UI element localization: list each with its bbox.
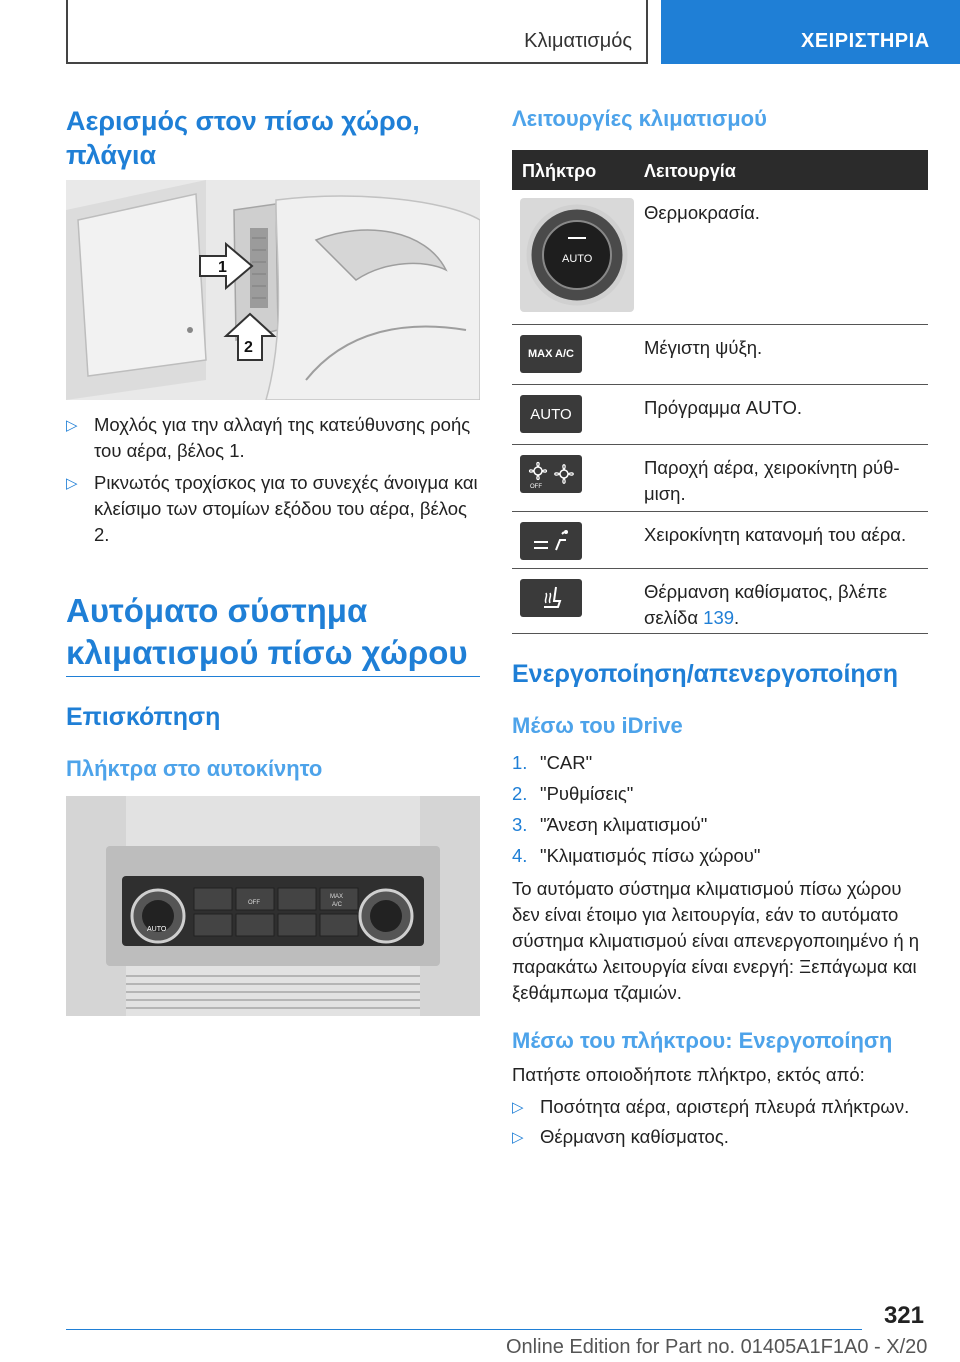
table-row <box>512 512 928 569</box>
triangle-bullet-icon: ▷ <box>66 475 78 492</box>
row-description: Χειροκίνητη κατανομή του αέρα. <box>644 524 907 545</box>
step-item: 4. "Κλιματισμός πίσω χώρου" <box>512 845 761 866</box>
panel-off-label: OFF <box>248 900 260 906</box>
seat-heating-button-icon <box>520 579 582 617</box>
header-frame <box>66 0 648 64</box>
svg-text:AUTO: AUTO <box>562 253 593 265</box>
table-row <box>512 569 928 634</box>
key-bullet-2: ▷ Θέρμανση καθίσματος. <box>512 1124 928 1150</box>
step-item: 3. "Άνεση κλιματισμού" <box>512 814 708 835</box>
step-item: 1. "CAR" <box>512 752 593 773</box>
row-description: Μέγιστη ψύξη. <box>644 337 763 358</box>
table-row <box>512 385 928 445</box>
svg-text:OFF: OFF <box>530 484 542 490</box>
panel-ac-label: A/C <box>332 902 343 908</box>
footer-rule <box>66 1329 862 1330</box>
callout-label-2: 2 <box>244 339 253 356</box>
side-vent-illustration <box>66 180 480 400</box>
table-row <box>512 445 928 512</box>
triangle-bullet-icon: ▷ <box>66 417 78 434</box>
callout-label-1: 1 <box>218 259 227 276</box>
fan-off-button-icon <box>520 455 582 493</box>
side-vent-heading: Αερισμός στον πίσω χώρο, πλάγια <box>66 106 420 170</box>
footer-edition: Online Edition for Part no. 01405A1F1A0 - X/20 <box>506 1336 928 1358</box>
auto-climate-heading: Αυτόματο σύστημα κλιματισμού πίσω χώρου <box>66 592 468 671</box>
table-row <box>512 325 928 385</box>
key-activation-heading: Μέσω του πλήκτρου: Ενεργοποίηση <box>512 1028 893 1053</box>
temperature-dial-icon <box>520 198 634 312</box>
control-panel-figure <box>66 796 480 1016</box>
col-function-header: Λειτουργία <box>644 161 736 181</box>
section-title: Κλιματισμός <box>524 30 632 52</box>
table-row <box>512 190 928 325</box>
row-description: Παροχή αέρα, χειροκίνητη ρύθ-μιση. <box>644 457 900 504</box>
row-description: Πρόγραμμα AUTO. <box>644 397 802 418</box>
functions-table <box>512 150 928 634</box>
chapter-badge-label: ΧΕΙΡΙΣΤΗΡΙΑ <box>801 30 930 52</box>
table-header-row <box>512 150 928 190</box>
row-description: Θερμοκρασία. <box>644 202 760 223</box>
idrive-heading: Μέσω του iDrive <box>512 713 683 738</box>
functions-heading: Λειτουργίες κλιματισμού <box>512 106 767 131</box>
section-rule <box>66 676 480 677</box>
side-vent-bullet-1: ▷ Μοχλός για την αλλαγή της κατεύθυνσης ροής του αέρα, βέλος 1. <box>66 414 471 461</box>
step-item: 2. "Ρυθμίσεις" <box>512 783 634 804</box>
col-key-header: Πλήκτρο <box>522 161 597 181</box>
key-activation-text: Πατήστε οποιοδήποτε πλήκτρο, εκτός από: <box>512 1064 865 1085</box>
page-number: 321 <box>883 1302 924 1329</box>
panel-auto-label: AUTO <box>147 926 167 933</box>
side-vent-bullet-2: ▷ Ρικνωτός τροχίσκος για το συνεχές άνοιγμα και κλείσιμο των στομίων εξόδου του αέρα, βέλος 2. <box>66 472 478 545</box>
panel-max-label: MAX <box>330 894 344 900</box>
rear-control-panel-illustration <box>66 796 480 1016</box>
row-description: Θέρμανση καθίσματος, βλέπε σελίδα 139. <box>644 581 888 628</box>
activation-heading: Ενεργοποίηση/απενεργοποίηση <box>512 660 899 688</box>
buttons-heading: Πλήκτρα στο αυτοκίνητο <box>66 756 323 781</box>
activation-note: Το αυτόματο σύστημα κλιματισμού πίσω χώρου δεν είναι έτοιμο για λειτουργία, εάν το αυτόματο σύστημα κλιματισμού είναι απενεργοποιημένο ή η παρακάτω λειτουργία είναι ενεργή: Ξεπάγωμα και ξεθάμπωμα τζαμιών. <box>512 878 920 1003</box>
auto-button-icon: AUTO <box>520 395 582 433</box>
page-reference-link[interactable]: 139 <box>703 607 735 628</box>
chapter-badge <box>661 0 960 64</box>
max-ac-button-icon: MAX A/C <box>520 335 582 373</box>
triangle-bullet-icon: ▷ <box>512 1099 524 1116</box>
key-bullet-1: ▷ Ποσότητα αέρα, αριστερή πλευρά πλήκτρων. <box>512 1094 928 1120</box>
overview-heading: Επισκόπηση <box>66 703 221 731</box>
air-distribution-button-icon <box>520 522 582 560</box>
triangle-bullet-icon: ▷ <box>512 1129 524 1146</box>
side-vent-figure <box>66 180 480 400</box>
